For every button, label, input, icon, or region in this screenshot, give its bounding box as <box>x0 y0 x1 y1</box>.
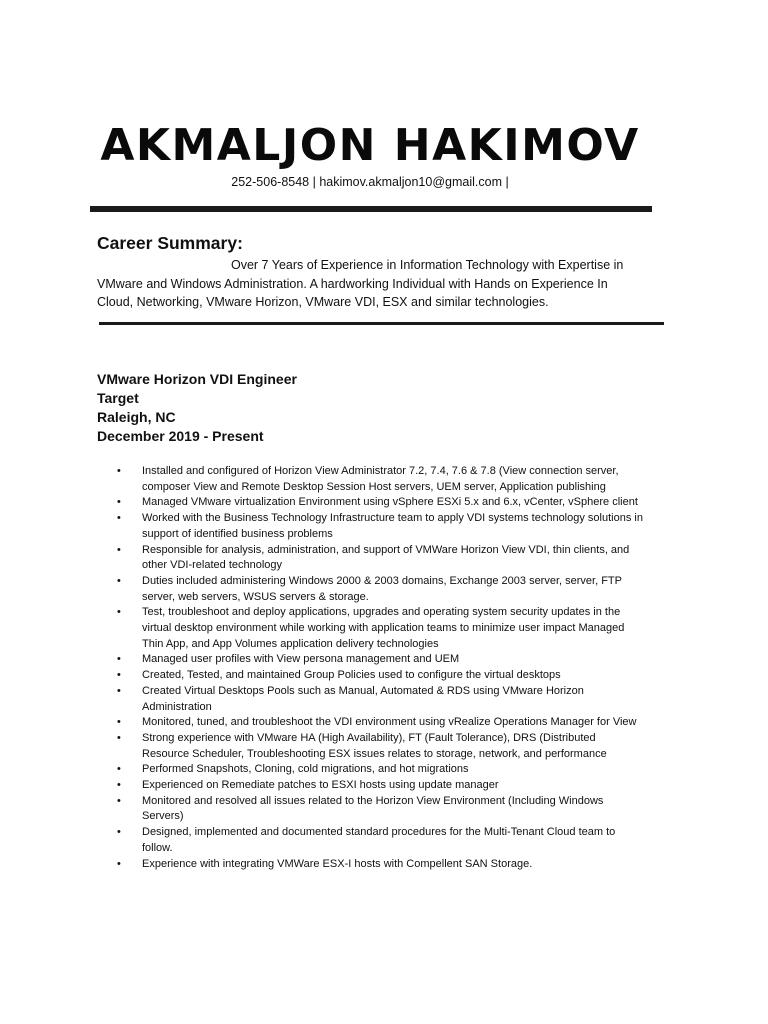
career-summary-heading: Career Summary: <box>97 233 243 253</box>
summary-divider <box>99 322 664 325</box>
job-duties-list <box>97 464 645 872</box>
list-item <box>97 652 645 668</box>
duty-text: Experienced on Remediate patches to ESXI hosts using update manager <box>142 779 499 792</box>
bullet-icon: • <box>117 606 121 619</box>
job-dates: December 2019 - Present <box>97 428 264 444</box>
list-item <box>97 464 645 495</box>
list-item <box>97 825 645 856</box>
list-item <box>97 857 645 873</box>
job-location: Raleigh, NC <box>97 409 176 425</box>
duty-text: Monitored, tuned, and troubleshoot the VDI environment using vRealize Operations Manager for View <box>142 716 637 729</box>
list-item <box>97 511 645 542</box>
bullet-icon: • <box>117 574 121 587</box>
bullet-icon: • <box>117 731 121 744</box>
bullet-icon: • <box>117 496 121 509</box>
list-item <box>97 762 645 778</box>
bullet-icon: • <box>117 794 121 807</box>
duty-text: Installed and configured of Horizon View Administrator 7.2, 7.4, 7.6 & 7.8 (View connection server, composer View and Remote Desktop Session Host servers, UEM server, Application publishing <box>142 465 619 493</box>
list-item <box>97 778 645 794</box>
bullet-icon: • <box>117 684 121 697</box>
bullet-icon: • <box>117 857 121 870</box>
list-item <box>97 495 645 511</box>
candidate-name: AKMALJON HAKIMOV <box>100 120 640 171</box>
duty-text: Worked with the Business Technology Infrastructure team to apply VDI systems technology solutions in support of identified business problems <box>142 512 643 540</box>
bullet-icon: • <box>117 543 121 556</box>
list-item <box>97 574 645 605</box>
bullet-icon: • <box>117 465 121 477</box>
bullet-icon: • <box>117 716 121 729</box>
duty-text: Responsible for analysis, administration, and support of VMWare Horizon View VDI, thin clients, and other VDI-related technology <box>142 543 630 572</box>
job-company: Target <box>97 390 139 406</box>
duty-text: Designed, implemented and documented standard procedures for the Multi-Tenant Cloud team to follow. <box>142 826 616 854</box>
job-block <box>97 370 657 446</box>
list-item <box>97 684 645 715</box>
header-divider <box>90 206 652 212</box>
duty-text: Created Virtual Desktops Pools such as Manual, Automated & RDS using VMware Horizon Administration <box>142 684 584 713</box>
duty-text: Managed VMware virtualization Environment using vSphere ESXi 5.x and 6.x, vCenter, vSphere client <box>142 496 638 509</box>
list-item <box>97 715 645 731</box>
contact-line: 252-506-8548 | hakimov.akmaljon10@gmail.com | <box>231 175 509 189</box>
duty-text: Created, Tested, and maintained Group Policies used to configure the virtual desktops <box>142 669 561 682</box>
bullet-icon: • <box>117 779 121 792</box>
duty-text: Monitored and resolved all issues related to the Horizon View Environment (Including Windows Servers) <box>142 794 604 823</box>
list-item <box>97 731 645 762</box>
bullet-icon: • <box>117 669 121 682</box>
bullet-icon: • <box>117 653 121 666</box>
duty-text: Duties included administering Windows 2000 & 2003 domains, Exchange 2003 server, server, FTP server, web servers, WSUS servers & storage. <box>142 574 622 603</box>
list-item <box>97 605 645 652</box>
list-item <box>97 794 645 825</box>
duty-text: Performed Snapshots, Cloning, cold migrations, and hot migrations <box>142 763 469 776</box>
career-summary-text: Over 7 Years of Experience in Information Technology with Expertise in VMware and Windows Administration. A hardworking Individual with Hands on Experience In Cloud, Networking, VMware Horizon, VMware VDI, ESX and similar technologies. <box>97 258 624 309</box>
bullet-icon: • <box>117 763 121 776</box>
list-item <box>97 668 645 684</box>
duty-text: Strong experience with VMware HA (High Availability), FT (Fault Tolerance), DRS (Distributed Resource Scheduler, Troubleshooting ESX issues relates to storage, network, and performance <box>142 731 607 760</box>
duty-text: Test, troubleshoot and deploy applications, upgrades and operating system security updates in the virtual desktop environment while working with application teams to minimize user impact Managed Thin App, and App Volumes application delivery technologies <box>142 606 625 650</box>
bullet-icon: • <box>117 512 121 525</box>
bullet-icon: • <box>117 826 121 839</box>
duty-text: Experience with integrating VMWare ESX-I hosts with Compellent SAN Storage. <box>142 857 533 870</box>
job-title: VMware Horizon VDI Engineer <box>97 371 297 387</box>
list-item <box>97 543 645 574</box>
duty-text: Managed user profiles with View persona management and UEM <box>142 653 460 666</box>
